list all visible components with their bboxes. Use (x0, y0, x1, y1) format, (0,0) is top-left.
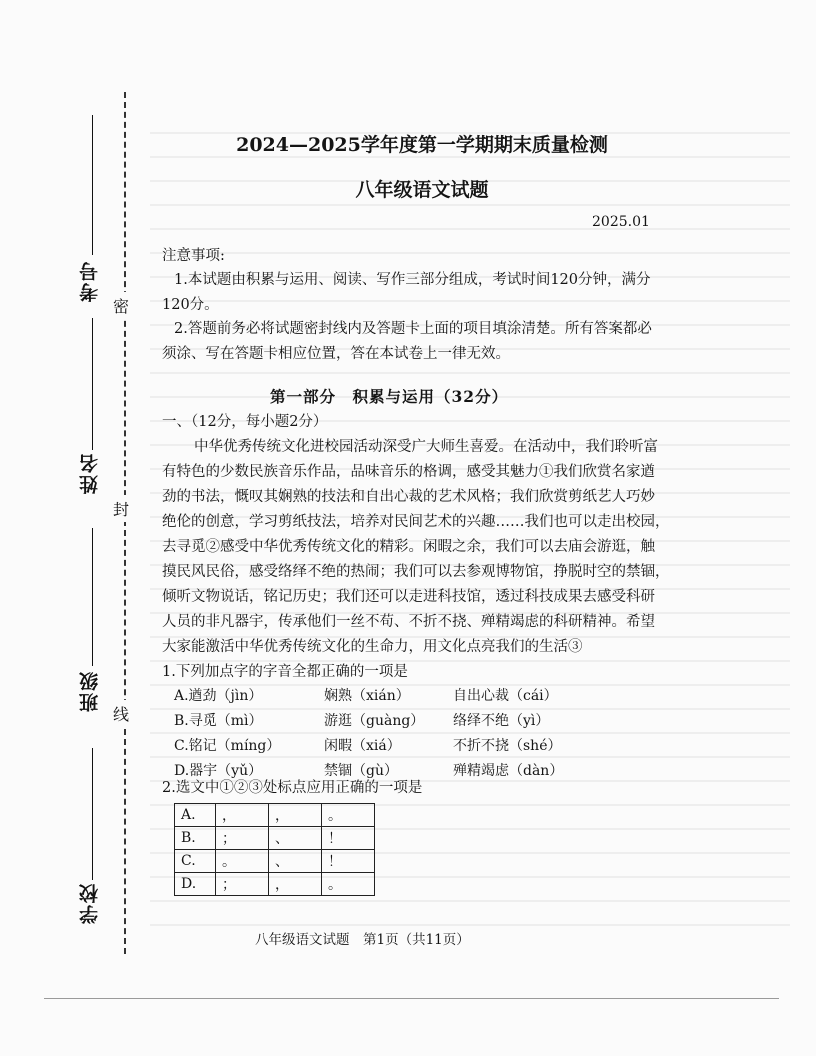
q2-option-a-row[interactable] (175, 804, 375, 827)
q1-option-b[interactable]: B.寻觅（mì） (174, 713, 263, 729)
question-2-stem: 2.选文中①②③处标点应用正确的一项是 (162, 780, 423, 796)
q2-cell-mark-1: ； (216, 873, 269, 896)
notes-line-1: 1.本试题由积累与运用、阅读、写作三部分组成，考试时间120分钟，满分 (174, 272, 651, 288)
part-heading: 一、（12分，每小题2分） (162, 414, 328, 430)
passage-line: 大家能激活中华优秀传统文化的生命力，用文化点亮我们的生活③ (162, 639, 583, 655)
q1-option-c[interactable]: C.铭记（míng） (174, 738, 281, 754)
seal-char-feng: 封 (113, 495, 129, 522)
q1-option-a-word-2: 娴熟（xián） (324, 688, 410, 704)
passage-line: 有特色的少数民族音乐作品，品味音乐的格调，感受其魅力①我们欣赏名家遒 (162, 464, 655, 480)
q2-cell-mark-1: 。 (216, 850, 269, 873)
passage-line: 中华优秀传统文化进校园活动深受广大师生喜爱。在活动中，我们聆听富 (194, 439, 658, 455)
section-title: 第一部分 积累与运用（32分） (270, 387, 509, 406)
exam-title: 2024—2025学年度第一学期期末质量检测 (236, 134, 608, 156)
q1-option-d-word-2: 禁锢（gù） (324, 763, 398, 779)
q2-cell-mark-3: 。 (322, 873, 375, 896)
q2-option-letter: B. (175, 827, 216, 850)
q1-option-d[interactable]: D.器宇（yǔ） (174, 763, 263, 779)
q1-option-c-word-2: 闲暇（xiá） (324, 738, 401, 754)
q2-cell-mark-1: ， (216, 804, 269, 827)
seal-line (124, 92, 126, 954)
seal-char-mi: 密 (113, 292, 129, 319)
name-fill-line (92, 318, 93, 450)
class-fill-line (92, 528, 93, 666)
seal-char-xian: 线 (113, 700, 129, 727)
notes-line-4: 须涂、写在答题卡相应位置，答在本试卷上一律无效。 (162, 346, 510, 362)
passage-line: 劲的书法，慨叹其娴熟的技法和自出心裁的艺术风格；我们欣赏剪纸艺人巧妙 (162, 489, 655, 505)
q2-punctuation-table (174, 803, 375, 896)
school-label: 学校 (79, 882, 101, 924)
q2-cell-mark-3: 。 (322, 804, 375, 827)
passage-line: 人员的非凡器宇，传承他们一丝不苟、不折不挠、殚精竭虑的科研精神。希望 (162, 614, 655, 630)
q2-cell-mark-2: 、 (269, 827, 322, 850)
passage-line: 倾听文物说话，铭记历史；我们还可以走进科技馆，透过科技成果去感受科研 (162, 589, 655, 605)
scan-edge-line (44, 998, 779, 999)
q2-cell-mark-3: ！ (322, 850, 375, 873)
q2-option-letter: A. (175, 804, 216, 827)
exam-number-label: 考号 (79, 260, 101, 302)
q2-cell-mark-2: ， (269, 804, 322, 827)
q1-option-b-word-3: 络绎不绝（yì） (453, 713, 550, 729)
passage-line: 摸民风民俗，感受络绎不绝的热闹；我们可以去参观博物馆，挣脱时空的禁锢， (162, 564, 670, 580)
q2-option-d-row[interactable] (175, 873, 375, 896)
q2-option-letter: D. (175, 873, 216, 896)
q2-cell-mark-3: ！ (322, 827, 375, 850)
q1-option-a[interactable]: A.遒劲（jìn） (174, 688, 263, 704)
exam-number-fill-line (92, 115, 93, 255)
q2-cell-mark-2: 、 (269, 850, 322, 873)
notes-line-2: 120分。 (162, 297, 219, 313)
q2-cell-mark-1: ； (216, 827, 269, 850)
q2-option-c-row[interactable] (175, 850, 375, 873)
class-label: 班级 (79, 670, 101, 712)
q2-option-letter: C. (175, 850, 216, 873)
exam-date: 2025.01 (592, 214, 650, 230)
q2-cell-mark-2: ， (269, 873, 322, 896)
question-1-stem: 1.下列加点字的字音全都正确的一项是 (162, 664, 408, 680)
passage-line: 去寻觅②感受中华优秀传统文化的精彩。闲暇之余，我们可以去庙会游逛，触 (162, 539, 655, 555)
school-fill-line (92, 748, 93, 880)
exam-subtitle: 八年级语文试题 (355, 179, 489, 201)
page-footer: 八年级语文试题 第1页（共11页） (255, 932, 470, 948)
notes-heading: 注意事项: (162, 248, 225, 264)
q1-option-b-word-2: 游逛（guàng） (324, 713, 425, 729)
q2-option-b-row[interactable] (175, 827, 375, 850)
name-label: 姓名 (79, 452, 101, 494)
q1-option-c-word-3: 不折不挠（shé） (453, 738, 562, 754)
q1-option-a-word-3: 自出心裁（cái） (453, 688, 558, 704)
q1-option-d-word-3: 殚精竭虑（dàn） (453, 763, 564, 779)
passage-line: 绝伦的创意，学习剪纸技法，培养对民间艺术的兴趣……我们也可以走出校园， (162, 514, 670, 530)
notes-line-3: 2.答题前务必将试题密封线内及答题卡上面的项目填涂清楚。所有答案都必 (174, 321, 652, 337)
